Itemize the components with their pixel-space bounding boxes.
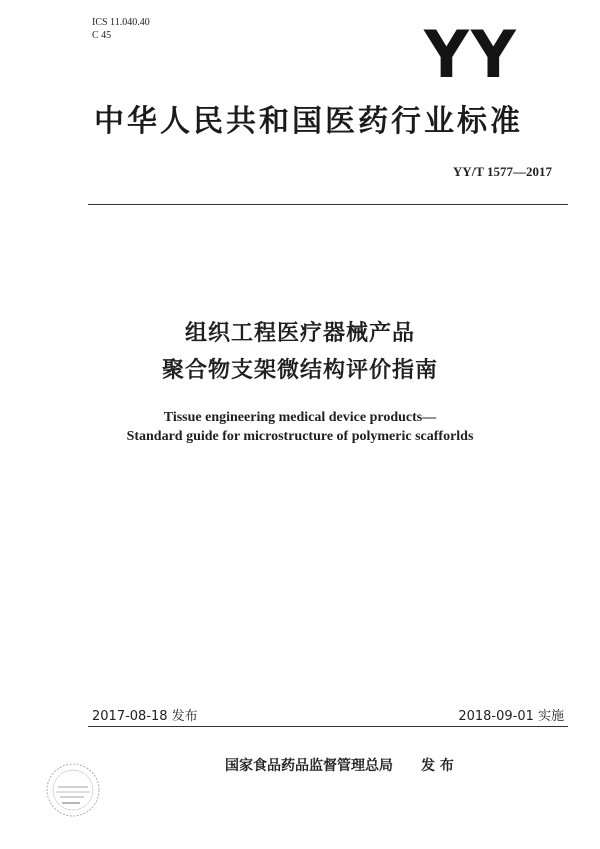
footer-divider — [88, 726, 568, 727]
title-cn-line2: 聚合物支架微结构评价指南 — [161, 358, 438, 383]
publisher-action: 发 布 — [421, 758, 454, 774]
organization-title: 中华人民共和国医药行业标准 — [94, 104, 523, 139]
publisher-name: 国家食品药品监督管理总局 — [225, 758, 393, 774]
implementation-date: 2018-09-01 实施 — [458, 709, 564, 724]
seal-stamp-icon — [44, 761, 102, 819]
publisher-line — [225, 755, 454, 775]
header-divider — [88, 204, 568, 205]
issue-date: 2017-08-18 发布 — [92, 709, 198, 724]
classification-codes — [92, 16, 150, 42]
title-cn-line1: 组织工程医疗器械产品 — [184, 321, 415, 346]
ccs-code: C 45 — [92, 30, 112, 41]
title-en-line2: Standard guide for microstructure of polymeric scafforlds — [126, 429, 474, 444]
standard-number: YY/T 1577—2017 — [452, 164, 552, 179]
ics-code: ICS 11.040.40 — [92, 17, 150, 28]
title-en-line1: Tissue engineering medical device products— — [163, 410, 437, 425]
yy-logo: YY — [424, 15, 518, 93]
